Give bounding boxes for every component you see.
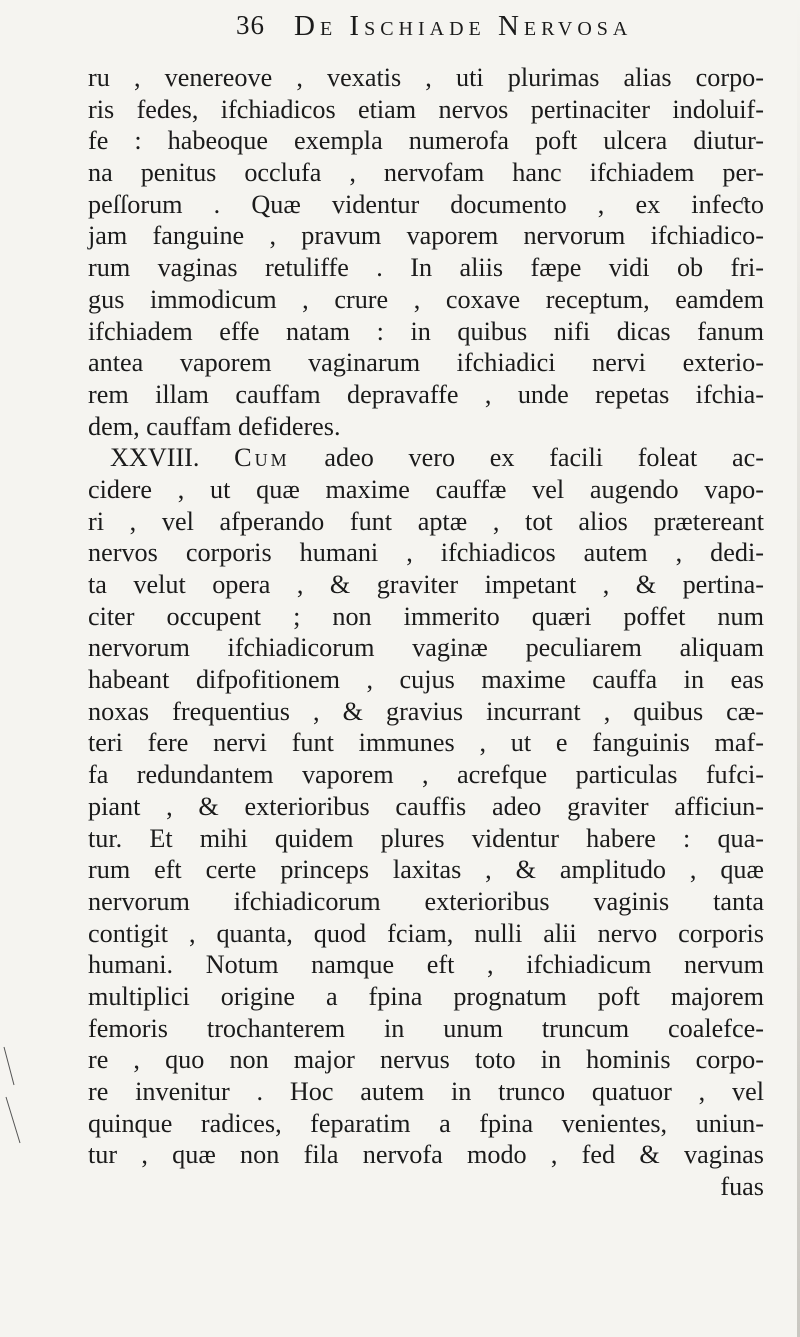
text-line: noxas frequentius , & gravius incurrant , quibus cæ- bbox=[88, 696, 764, 726]
text-line: dem, cauffam defideres. bbox=[88, 411, 341, 441]
text-line: nervorum ifchiadicorum exterioribus vaginis tanta bbox=[88, 886, 764, 916]
section-first-word: Cum bbox=[234, 443, 290, 473]
text-line: habeant difpofitionem , cujus maxime cauffa in eas bbox=[88, 665, 764, 695]
text-line: rum vaginas retuliffe . In aliis fæpe vidi ob fri- bbox=[88, 253, 764, 283]
text-line: re , quo non major nervus toto in hominis corpo- bbox=[88, 1045, 764, 1075]
text-line: fe : habeoque exempla numerofa poft ulcera diutur- bbox=[88, 126, 764, 156]
text-line: na penitus occlufa , nervofam hanc ifchiadem per- bbox=[88, 158, 764, 188]
running-head: De Ischiade Nervosa bbox=[294, 10, 633, 42]
text-line: re invenitur . Hoc autem in trunco quatuor , vel bbox=[88, 1077, 764, 1106]
text-line: ta velut opera , & graviter impetant , & pertina- bbox=[88, 570, 764, 599]
text-line: rum eft certe princeps laxitas , & amplitudo , quæ bbox=[88, 855, 764, 885]
text-line: ris fedes, ifchiadicos etiam nervos pertinaciter indoluif- bbox=[88, 94, 764, 124]
text-line: quinque radices, feparatim a fpina venientes, uniun- bbox=[88, 1108, 764, 1138]
body-text bbox=[88, 62, 764, 1203]
text-line: ri , vel afperando funt aptæ , tot alios prætereant bbox=[88, 506, 764, 536]
text-line: piant , & exterioribus cauffis adeo graviter afficiun- bbox=[88, 791, 764, 821]
section-first-line-rest: adeo vero ex facili foleat ac- bbox=[324, 443, 765, 473]
text-line: multiplici origine a fpina prognatum poft majorem bbox=[88, 981, 764, 1011]
margin-pen-stroke bbox=[0, 1045, 40, 1145]
text-line: ifchiadem effe natam : in quibus nifi dicas fanum bbox=[88, 316, 764, 346]
text-line: nervos corporis humani , ifchiadicos autem , dedi- bbox=[88, 538, 764, 568]
text-line: humani. Notum namque eft , ifchiadicum nervum bbox=[88, 950, 764, 980]
text-line: femoris trochanterem in unum truncum coalefce- bbox=[88, 1013, 764, 1043]
text-line: tur. Et mihi quidem plures videntur habere : qua- bbox=[88, 823, 764, 853]
page-header bbox=[236, 10, 756, 54]
text-line: antea vaporem vaginarum ifchiadici nervi exterio- bbox=[88, 348, 764, 378]
text-line: contigit , quanta, quod fciam, nulli alii nervo corporis bbox=[88, 918, 764, 948]
page-number: 36 bbox=[236, 10, 265, 40]
catchword: fuas bbox=[720, 1172, 764, 1202]
text-line: fa redundantem vaporem , acrefque particulas fufci- bbox=[88, 760, 764, 790]
text-line: cidere , ut quæ maxime cauffæ vel augendo vapo- bbox=[88, 474, 764, 504]
text-line: peſſorum . Quæ videntur documento , ex infeƈto bbox=[88, 189, 764, 219]
section-number: XXVIII. bbox=[110, 443, 200, 473]
section-first-line bbox=[88, 442, 764, 474]
text-line: tur , quæ non fila nervofa modo , fed & vaginas bbox=[88, 1140, 764, 1170]
text-line: ru , venereove , vexatis , uti plurimas alias corpo- bbox=[88, 63, 764, 92]
text-line: rem illam cauffam depravaffe , unde repetas ifchia- bbox=[88, 379, 764, 409]
text-line: gus immodicum , crure , coxave receptum, eamdem bbox=[88, 284, 764, 314]
text-line: jam fanguine , pravum vaporem nervorum ifchiadico- bbox=[88, 221, 764, 251]
text-line: nervorum ifchiadicorum vaginæ peculiarem aliquam bbox=[88, 633, 764, 663]
text-line: teri fere nervi funt immunes , ut e fanguinis maf- bbox=[88, 728, 764, 758]
text-line: citer occupent ; non immerito quæri poffet num bbox=[88, 601, 764, 631]
